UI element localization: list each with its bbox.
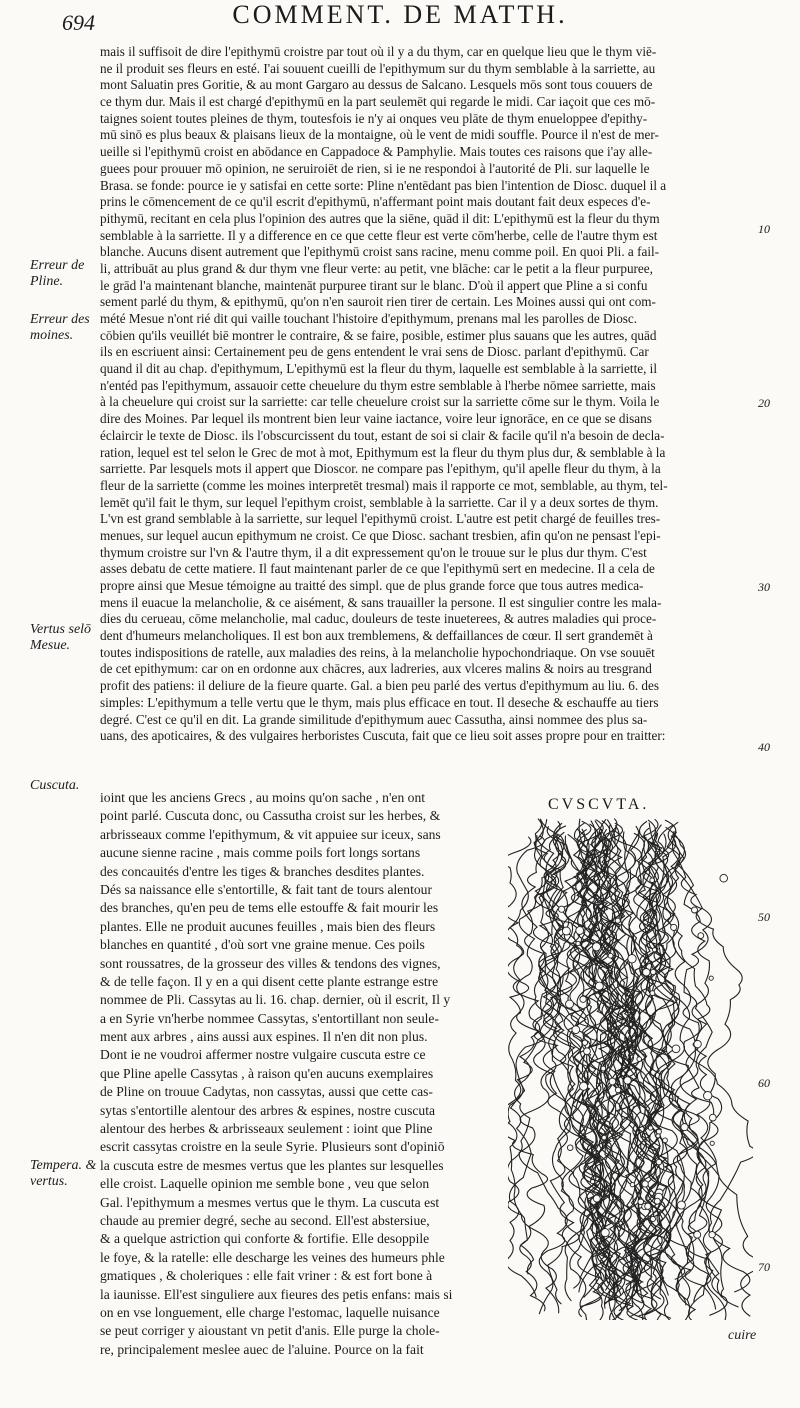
text-line: uans, des apoticaires, & des vulgaires herboristes Cuscuta, fait que ce lieu soit asses propre pour en traitter: bbox=[100, 728, 666, 744]
text-line: gmatiques , & choleriques : elle fait vriner : & est fort bone à bbox=[100, 1268, 433, 1284]
flower-cluster bbox=[652, 948, 656, 952]
flower-cluster bbox=[672, 1045, 680, 1053]
flower-cluster bbox=[637, 1057, 642, 1062]
flower-cluster bbox=[677, 1201, 685, 1209]
text-line: re, principalement meslee auec de l'aluine. Pource on la fait bbox=[100, 1341, 424, 1357]
flower-cluster bbox=[608, 953, 613, 958]
flower-cluster bbox=[630, 1182, 634, 1186]
text-line: dent d'humeurs melancholiques. Il est bon aux tremblemens, & deffaillances de cœur. Il sert grandemēt à bbox=[100, 628, 653, 644]
flower-cluster bbox=[648, 1126, 652, 1130]
text-line: Dont ie ne voudroi affermer nostre vulgaire cuscuta estre ce bbox=[100, 1047, 426, 1063]
text-line: quand il dit au chap. d'epithymum, L'epithymū est la fleur du thym, laquelle est semblable à la sarriette, il bbox=[100, 361, 658, 377]
flower-cluster bbox=[601, 1229, 609, 1237]
text-line: semblable à la sarriette. Il y a difference en ce que cette fleur est verte cōm'herbe, celle de l'autre thym est bbox=[100, 227, 658, 243]
text-line: le grād l'a maintenant blanche, maintenāt purpuree tirant sur le blanc. D'où il appert que Pline a si confu bbox=[100, 277, 648, 293]
flower-cluster bbox=[572, 1026, 580, 1034]
flower-cluster bbox=[694, 1040, 701, 1047]
text-line: L'vn est grand semblable à la sarriette, sur lequel l'epithymū croist. L'autre est petit chargé de feuilles tres- bbox=[100, 511, 661, 527]
text-line: de cet epithymum: car on en ordonne aux chācres, aux ladreries, aux vlceres malins & noirs au tresgrand bbox=[100, 661, 652, 677]
line-number-40: 40 bbox=[758, 740, 770, 754]
text-line: mū sinō es plus beaux & plaisans lieux de la montaigne, où le vent de midi souffle. Pource il n'est de mer- bbox=[100, 127, 659, 143]
flower-cluster bbox=[650, 991, 655, 996]
catchword: cuire bbox=[728, 1328, 757, 1343]
text-line: fleur de la sarriette (comme les moines interpretēt tresmal) mais il rapporte ce mot, semblable, au thym, tel- bbox=[100, 477, 668, 493]
text-line: éclaircir le texte de Diosc. ils l'obscurcissent du tout, estant de soi si clair & facile qu'il n'a besoin de decla- bbox=[100, 427, 665, 443]
text-line: aucune sienne racine , mais comme poils fort longs sortans bbox=[100, 845, 421, 861]
text-line: blanche. Aucuns disent autrement que l'epithymū croist sans racine, menu comme poil. En quoi Pli. a fail- bbox=[100, 244, 660, 260]
flower-cluster bbox=[576, 941, 580, 945]
text-line: dire des Moines. Par lequel ils montrent bien leur vaine iactance, voire leur ignorāce, en ce que se disans bbox=[100, 411, 652, 427]
text-line: mens il euacue la melancholie, & ce aisément, & sans trauailler la persone. Il est singulier contre les mala- bbox=[100, 594, 662, 610]
flower-cluster bbox=[663, 1138, 668, 1143]
line-number-30: 30 bbox=[758, 580, 770, 594]
text-line: taignes soient toutes pleines de thym, toutesfois ie n'y ai onques veu plāte de thym enueloppee d'epithy- bbox=[100, 110, 648, 126]
text-line: ment aux arbres , ains aussi aux espines. Il n'en dit non plus. bbox=[100, 1029, 428, 1045]
line-number-20: 20 bbox=[758, 396, 770, 410]
margin-note-vertus-mesue: Vertus selō Mesue. bbox=[30, 622, 92, 653]
text-line: dies du cerueau, cōme melancholie, mal caduc, douleurs de teste inueterees, & autres maladies qui proce- bbox=[100, 611, 657, 627]
flower-cluster bbox=[562, 927, 570, 935]
text-line: asses debatu de cette matiere. Il faut maintenant parler de ce que l'epithymū sert en medecine. Il a cela de bbox=[100, 561, 655, 577]
text-line: a en Syrie vn'herbe nommee Cassytas, s'entortillant non seule- bbox=[100, 1010, 439, 1026]
text-line: & de telle façon. Il y en a qui disent cette plante estrange estre bbox=[100, 973, 439, 989]
text-line: sement parlé du thym, & epithymū, qu'on n'en sauroit rien tirer de certain. Les Moines aussi qui ont com- bbox=[100, 294, 656, 310]
flower-cluster bbox=[704, 1092, 712, 1100]
page-header bbox=[0, 0, 800, 50]
text-line: nommee de Pli. Cassytas au li. 16. chap. dernier, où il escrit, Il y bbox=[100, 992, 451, 1008]
text-line: li, attribuāt au plus grand & dur thym vne fleur verte: au petit, vne blāche: car le petit a la fleur purpuree, bbox=[100, 260, 653, 276]
text-line: la iaunisse. Ell'est singuliere aux fieures des petis enfans: mais si bbox=[100, 1286, 453, 1302]
flower-cluster bbox=[584, 1048, 591, 1055]
flower-cluster bbox=[580, 996, 586, 1002]
page-number: 694 bbox=[62, 10, 95, 35]
text-line: blanches en quantité , d'où sort vne graine menue. Ces poils bbox=[100, 937, 425, 953]
text-line: ueille si l'epithymū croist en abōdance en Cappadoce & Pamphylie. Mais toutes ces raisons que i'ay alle- bbox=[100, 144, 653, 160]
text-line: sont roussatres, de la grosseur des villes & tendons des vignes, bbox=[100, 955, 441, 971]
text-line: toutes indispositions de ratelle, aux maladies des reins, à la melancholie hypochondriaque. On vse souuēt bbox=[100, 644, 655, 660]
strand bbox=[668, 822, 727, 1315]
flower-cluster bbox=[694, 1231, 701, 1238]
text-line: sytas s'entortille alentour des arbres & espines, nostre cuscuta bbox=[100, 1102, 436, 1118]
text-line: ce thym dur. Mais il est chargé d'epithymū en la part seulemēt qui regarde le midi. Car iaçoit que ces mō- bbox=[100, 94, 656, 110]
text-line: la cuscuta estre de mesmes vertus que les plantes sur lesquelles bbox=[100, 1157, 444, 1173]
text-line: de Pline on trouue Cadytas, non cassytas, aussi que cette cas- bbox=[100, 1084, 433, 1100]
flower-cluster bbox=[692, 907, 698, 913]
flower-cluster bbox=[567, 1145, 573, 1151]
flower-cluster bbox=[642, 1181, 648, 1187]
flower-cluster bbox=[681, 1124, 688, 1131]
line-number-10: 10 bbox=[758, 222, 770, 236]
text-line: prins le cōmencement de ce qu'il escrit d'epithymū, n'affermant point mais doutant fait deux especes d'e- bbox=[100, 194, 651, 210]
flower-cluster bbox=[643, 969, 650, 976]
text-line: escrit cassytas croistre en la seule Syrie. Plusieurs sont d'opiniō bbox=[100, 1139, 445, 1155]
main-text-column bbox=[100, 44, 790, 745]
text-line: mais il suffisoit de dire l'epithymū croistre par tout où il y a du thym, car en quelque lieu que le thym viē- bbox=[100, 44, 657, 59]
flower-cluster bbox=[709, 1114, 716, 1121]
strand bbox=[508, 836, 545, 1311]
text-line: thymum croistre sur l'vn & l'autre thym, il a dit expressement qu'on le trouue sur le plus dur thym. C'est bbox=[100, 544, 647, 560]
flower-cluster bbox=[709, 1232, 715, 1238]
text-line: degré. C'est ce qu'il en dit. La grande similitude d'epithymum auec Cassutha, ainsi nommee des plus sa- bbox=[100, 711, 648, 727]
narrow-text-column bbox=[100, 789, 505, 1359]
flower-cluster bbox=[656, 1129, 661, 1134]
flower-cluster bbox=[615, 1087, 621, 1093]
flower-cluster bbox=[580, 1082, 588, 1090]
text-line: menues, sur lequel aucun epithymum ne croist. Ce que Diosc. sachant tresbien, afin qu'on ne pensast l'epi- bbox=[100, 527, 661, 543]
flower-cluster bbox=[591, 1180, 595, 1184]
flower-cluster bbox=[651, 969, 656, 974]
text-line: lemēt qu'il fait le thym, sur lequel l'epithym croist, semblable à la sarriette. Car il y a deux sortes de thym. bbox=[100, 494, 659, 510]
flower-cluster bbox=[638, 1199, 644, 1205]
flower-cluster bbox=[671, 924, 677, 930]
text-line: simples: L'epithymum a telle vertu que le thym, mais plus efficace en tout. Il deseche & eschauffe au tiers bbox=[100, 694, 659, 710]
text-line: propre ainsi que Mesue témoigne au traitté des simpl. que de plus grande force que tous autres medica- bbox=[100, 578, 644, 593]
text-line: n'entéd pas l'epithymum, assauoir cette cheuelure du thym estre semblable à l'herbe nōmee sarriette, mais bbox=[100, 377, 656, 393]
text-line: Dés sa naissance elle s'entortille, & fait tant de tours alentour bbox=[100, 881, 432, 897]
text-line: que Pline apelle Cassytas , à raison qu'en aucuns exemplaires bbox=[100, 1065, 434, 1081]
strand bbox=[508, 835, 564, 1313]
running-head: COMMENT. DE MATTH. bbox=[232, 0, 568, 29]
flower-cluster bbox=[602, 1135, 607, 1140]
flower-cluster bbox=[709, 976, 713, 980]
text-line: mété Mesue n'ont rié dit qui vaille touchant l'histoire d'epithymum, prenans mal les parolles de Diosc. bbox=[100, 311, 638, 326]
margin-note-erreur-pline: Erreur de Pline. bbox=[30, 258, 85, 289]
text-line: arbrisseaux comme l'epithymum, & vit appuiee sur iceux, sans bbox=[100, 826, 441, 842]
text-line: on en vse longuement, elle charge l'estomac, laquelle nuisance bbox=[100, 1304, 440, 1320]
text-line: mont Saluatin pres Goritie, & au mont Gargaro au dessus de Salcano. Lesquels mōs sont tous couuers de bbox=[100, 77, 653, 93]
text-line: le foye, & la ratelle: elle descharge les veines des humeurs phle bbox=[100, 1249, 445, 1265]
text-line: Brasa. se fonde: pource ie y satisfai en cette sorte: Pline n'entēdant pas bien l'intention de Diosc. duquel il a bbox=[100, 177, 667, 193]
text-line: ration, lequel est tel selon le Grec de mot à mot, Epithymum est la fleur du thym plus dur, & semblable à la bbox=[100, 444, 666, 460]
text-line: Gal. l'epithymum a mesmes vertus que le thym. La cuscuta est bbox=[100, 1194, 440, 1210]
flower-cluster bbox=[628, 955, 636, 963]
margin-note-cuscuta: Cuscuta. bbox=[30, 778, 80, 793]
flower-cluster bbox=[654, 1198, 660, 1204]
strand bbox=[667, 832, 738, 1307]
flower-cluster bbox=[650, 878, 655, 883]
flower-cluster bbox=[720, 874, 728, 882]
flower-cluster bbox=[601, 1066, 606, 1071]
text-line: ils en escriuent ainsi: Certainement peu de gens entendent le vrai sens de Diosc. parlant d'epithymū. Car bbox=[100, 344, 649, 360]
flower-cluster bbox=[576, 927, 584, 935]
flower-cluster bbox=[615, 918, 620, 923]
text-line: des concauités d'entre les tiges & branches desdites plantes. bbox=[100, 863, 425, 879]
flower-cluster bbox=[624, 1077, 631, 1084]
text-line: alentour des herbes & arbrisseaux seulement : ioint que Pline bbox=[100, 1121, 433, 1137]
line-number-60: 60 bbox=[758, 1076, 770, 1090]
text-line: & a quelque astriction qui conforte & fortifie. Elle desoppile bbox=[100, 1231, 430, 1247]
flower-cluster bbox=[710, 1141, 714, 1145]
text-line: des branches, qu'en peu de tems elle estouffe & fait mourir les bbox=[100, 900, 439, 916]
text-line: se peut corriger y aioustant vn petit d'anis. Elle purge la chole- bbox=[100, 1323, 440, 1339]
flower-cluster bbox=[698, 933, 704, 939]
flower-cluster bbox=[595, 982, 603, 990]
text-line: elle croist. Laquelle opinion me semble bone , veu que selon bbox=[100, 1176, 430, 1192]
text-line: profit des patiens: il deliure de la fieure quarte. Gal. a bien peu parlé des vertus d'epithymum au liu. 6. des bbox=[100, 678, 660, 694]
flower-cluster bbox=[559, 906, 565, 912]
text-line: chaude au premier degré, seche au second. Ell'est abstersiue, bbox=[100, 1212, 430, 1228]
line-number-50: 50 bbox=[758, 910, 770, 924]
margin-note-temperament: Tempera. & vertus. bbox=[30, 1158, 97, 1189]
text-line: cōbien qu'ils veuillét biē montrer le contraire, & se faire, posible, estimer plus sauans que les autres, quād bbox=[100, 327, 657, 343]
text-line: point parlé. Cuscuta donc, ou Cassutha croist sur les herbes, & bbox=[100, 808, 441, 824]
cuscuta-illustration-icon bbox=[508, 818, 753, 1320]
text-line: plantes. Elle ne produit aucunes feuilles , mais bien des fleurs bbox=[100, 918, 436, 934]
flower-cluster bbox=[566, 1000, 574, 1008]
margin-note-erreur-moines: Erreur des moines. bbox=[30, 312, 90, 343]
text-line: à la cheuelure qui croist sur la sarriette: car telle cheuelure croist sur la sarriette cōme sur le thym. Voila le bbox=[100, 394, 660, 410]
flower-cluster bbox=[593, 1195, 600, 1202]
flower-cluster bbox=[592, 943, 600, 951]
text-line: sarriette. Par lesquels mots il appert que Dioscor. ne compare pas l'epithym, qu'il apelle fleur du thym, à la bbox=[100, 461, 661, 477]
text-line: guees pour prouuer mō opinion, ne seruiroiēt de rien, si ie ne respondoi à l'autorité de Pli. sur laquelle le bbox=[100, 160, 650, 176]
text-line: ne il produit ses fleurs en esté. I'ai souuent cueilli de l'epithymum sur du thym semblable à la sarriette, au bbox=[100, 60, 656, 76]
flower-cluster bbox=[609, 1078, 616, 1085]
flower-cluster bbox=[650, 1216, 655, 1221]
line-number-70: 70 bbox=[758, 1260, 770, 1274]
flower-cluster bbox=[582, 1040, 587, 1045]
figure-caption: CVSCVTA. bbox=[548, 796, 650, 813]
flower-cluster bbox=[656, 1134, 660, 1138]
text-line: pithymū, recitant en cela plus l'opinion des autres que la siēne, quād il dit: L'epithymū est la fleur du thym bbox=[100, 210, 660, 226]
flower-cluster bbox=[656, 1159, 662, 1165]
flower-cluster bbox=[645, 1203, 651, 1209]
text-line: ioint que les anciens Grecs , au moins qu'on sache , n'en ont bbox=[100, 790, 426, 805]
